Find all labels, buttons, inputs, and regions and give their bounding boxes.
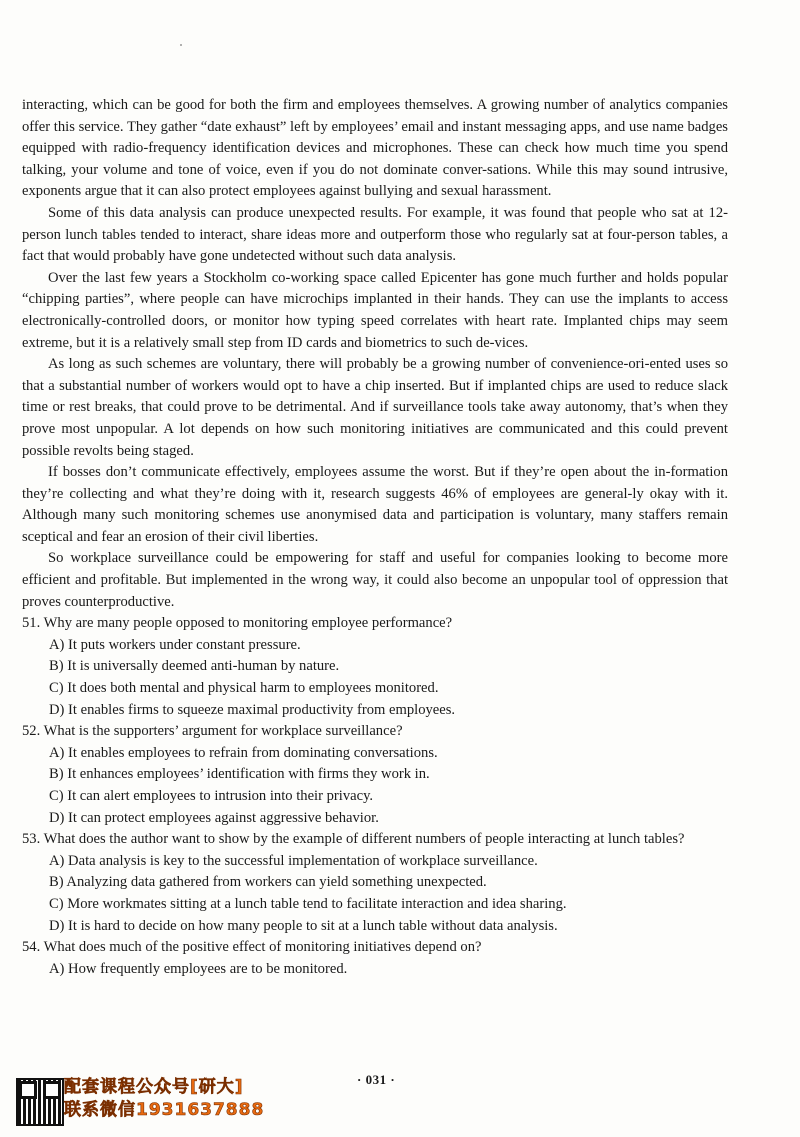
answer-option: B) It is universally deemed anti-human by nature. bbox=[49, 658, 340, 675]
promo-line-2: 联系微信1931637888 bbox=[64, 1100, 265, 1120]
question-number: 53. bbox=[22, 831, 41, 848]
document-body bbox=[22, 95, 728, 980]
answer-option: D) It enables firms to squeeze maximal productivity from employees. bbox=[49, 701, 456, 718]
passage-paragraph: Some of this data analysis can produce unexpected results. For example, it was found that people who sat at 12-person lunch tables tended to interact, share ideas more and outperform those who regularly sat at four-person tables, a fact that would probably have gone undetected without such data analysis. bbox=[22, 204, 728, 265]
passage-paragraph: interacting, which can be good for both the firm and employees themselves. A growing number of analytics companies offer this service. They gather “date exhaust” left by employees’ email and instant messaging apps, and use name badges equipped with radio-frequency identification devices and microphones. These can check how much time you spend talking, your volume and tone of voice, even if you do not dominate conver-sations. While this may sound intrusive, exponents argue that it can also protect employees against bullying and sexual harassment. bbox=[22, 97, 728, 200]
answer-option: C) It does both mental and physical harm to employees monitored. bbox=[49, 680, 439, 697]
answer-option: A) How frequently employees are to be monitored. bbox=[49, 960, 348, 977]
question-text: Why are many people opposed to monitoring employee performance? bbox=[43, 615, 453, 632]
question-text: What is the supporters’ argument for workplace surveillance? bbox=[43, 723, 403, 740]
question-text: What does much of the positive effect of monitoring initiatives depend on? bbox=[43, 939, 482, 956]
qr-code-icon bbox=[16, 1078, 64, 1126]
footer-promo bbox=[64, 1076, 264, 1122]
question-stem bbox=[22, 829, 728, 851]
question-stem bbox=[22, 937, 728, 959]
answer-option: A) It enables employees to refrain from dominating conversations. bbox=[49, 744, 438, 761]
passage-paragraph: As long as such schemes are voluntary, there will probably be a growing number of convenience-ori-ented uses so that a substantial number of workers would opt to have a chip inserted. But if implanted chips are used to reduce slack time or rest breaks, that could prove to be detrimental. And if surveillance tools take away autonomy, that’s when they prove most unpopular. A lot depends on how such monitoring initiatives are communicated and this could prevent possible revolts being staged. bbox=[22, 356, 728, 459]
answer-option: D) It is hard to decide on how many people to sit at a lunch table without data analysis. bbox=[49, 917, 558, 934]
answer-option: D) It can protect employees against aggressive behavior. bbox=[49, 809, 379, 826]
answer-option: A) Data analysis is key to the successful implementation of workplace surveillance. bbox=[49, 852, 538, 869]
answer-option: C) It can alert employees to intrusion into their privacy. bbox=[49, 788, 374, 804]
scan-speck bbox=[180, 44, 182, 46]
passage-paragraph: If bosses don’t communicate effectively, employees assume the worst. But if they’re open about the in-formation they’re collecting and what they’re doing with it, research suggests 46% of employees are general-ly okay with it. Although many such monitoring schemes use anonymised data and participation is voluntary, many staffers remain sceptical and fear an erosion of their civil liberties. bbox=[22, 464, 728, 545]
question-number: 52. bbox=[22, 723, 41, 740]
reading-passage bbox=[22, 95, 728, 613]
answer-option: B) Analyzing data gathered from workers can yield something unexpected. bbox=[49, 874, 487, 891]
answer-option: C) More workmates sitting at a lunch table tend to facilitate interaction and idea sharing. bbox=[49, 895, 567, 912]
question-stem bbox=[22, 721, 728, 743]
question-number: 51. bbox=[22, 615, 41, 632]
passage-paragraph: So workplace surveillance could be empowering for staff and useful for companies looking to become more efficient and profitable. But implemented in the wrong way, it could also become an unpopular tool of oppression that proves counterproductive. bbox=[22, 550, 728, 610]
question-list bbox=[22, 613, 728, 980]
promo-line-1: 配套课程公众号[研大] bbox=[64, 1077, 244, 1097]
question-number: 54. bbox=[22, 939, 41, 956]
passage-paragraph: Over the last few years a Stockholm co-working space called Epicenter has gone much further and holds popular “chipping parties”, where people can have microchips implanted in their hands. They can use the implants to access electronically-controlled doors, or monitor how typing speed correlates with heart rate. Implanted chips may seem extreme, but it is a relatively small step from ID cards and biometrics to such de-vices. bbox=[22, 269, 728, 351]
answer-option: A) It puts workers under constant pressure. bbox=[49, 636, 301, 653]
answer-option: B) It enhances employees’ identification with firms they work in. bbox=[49, 766, 430, 783]
question-text: What does the author want to show by the example of different numbers of people interacting at lunch tables? bbox=[43, 831, 685, 848]
page-number: · 031 · bbox=[357, 1072, 396, 1087]
question-stem bbox=[22, 613, 728, 635]
